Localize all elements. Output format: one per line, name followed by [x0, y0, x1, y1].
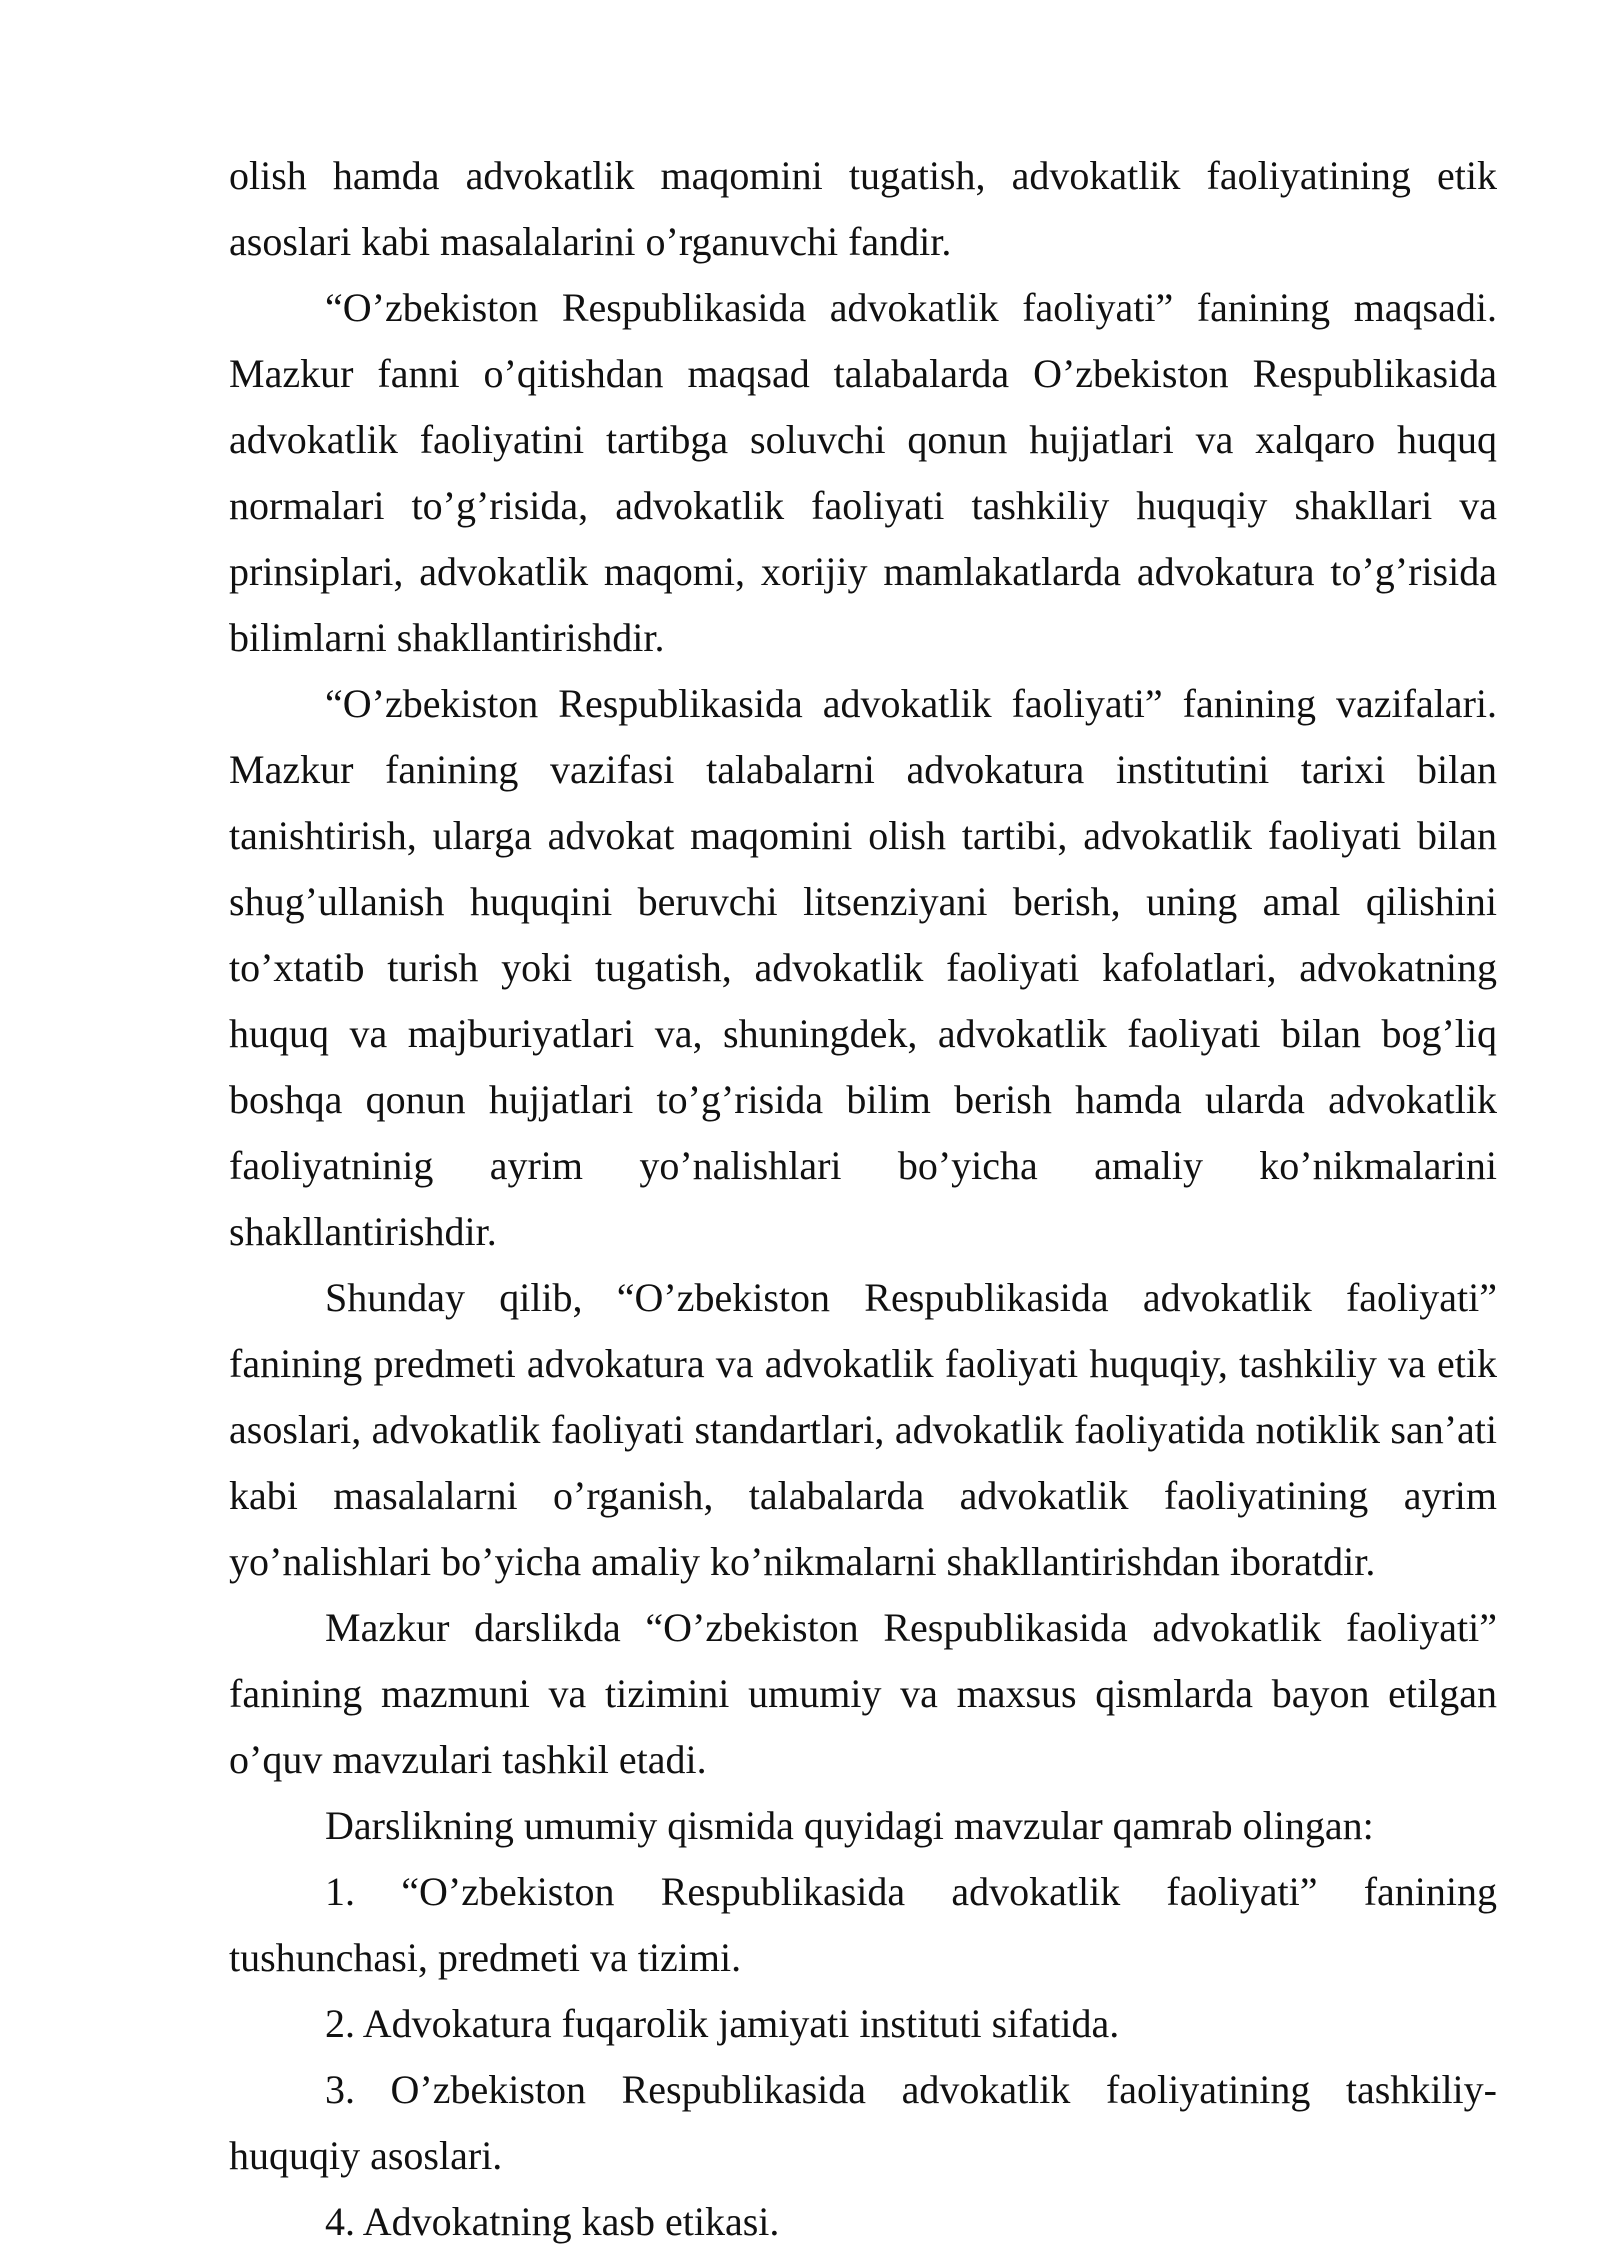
- paragraph-textbook-content: Mazkur darslikda “O’zbekiston Respublikasida advokatlik faoliyati” fanining mazmuni va tizimini umumiy va maxsus qismlarda bayon etilgan o’quv mavzulari tashkil etadi.: [229, 1605, 1497, 1782]
- paragraph-continuation: olish hamda advokatlik maqomini tugatish, advokatlik faoliyatining etik asoslari kabi masalalarini o’rganuvchi fandir.: [229, 153, 1497, 264]
- paragraph-subject-summary: Shunday qilib, “O’zbekiston Respublikasida advokatlik faoliyati” fanining predmeti advokatura va advokatlik faoliyati huquqiy, tashkiliy va etik asoslari, advokatlik faoliyati standartlari, advokatlik faoliyatida notiklik san’ati kabi masalalarni o’rganish, talabalarda advokatlik faoliyatining ayrim yo’nalishlari bo’yicha amaliy ko’nikmalarni shakllantirishdan iboratdir.: [229, 1275, 1497, 1584]
- list-item-topic-3: 3. O’zbekiston Respublikasida advokatlik faoliyatining tashkiliy-huquqiy asoslari.: [229, 2067, 1497, 2178]
- list-item-topic-1: 1. “O’zbekiston Respublikasida advokatlik faoliyati” fanining tushunchasi, predmeti va tizimi.: [229, 1869, 1497, 1980]
- paragraph-subject-purpose: “O’zbekiston Respublikasida advokatlik faoliyati” fanining maqsadi. Mazkur fanni o’qitishdan maqsad talabalarda O’zbekiston Respublikasida advokatlik faoliyatini tartibga soluvchi qonun hujjatlari va xalqaro huquq normalari to’g’risida, advokatlik faoliyati tashkiliy huquqiy shakllari va prinsiplari, advokatlik maqomi, xorijiy mamlakatlarda advokatura to’g’risida bilimlarni shakllantirishdir.: [229, 285, 1497, 660]
- document-page: [229, 143, 1497, 2255]
- paragraph-subject-tasks: “O’zbekiston Respublikasida advokatlik faoliyati” fanining vazifalari. Mazkur fanining vazifasi talabalarni advokatura institutini tarixi bilan tanishtirish, ularga advokat maqomini olish tartibi, advokatlik faoliyati bilan shug’ullanish huquqini beruvchi litsenziyani berish, uning amal qilishini to’xtatib turish yoki tugatish, advokatlik faoliyati kafolatlari, advokatning huquq va majburiyatlari va, shuningdek, advokatlik faoliyati bilan bog’liq boshqa qonun hujjatlari to’g’risida bilim berish hamda ularda advokatlik faoliyatninig ayrim yo’nalishlari bo’yicha amaliy ko’nikmalarini shakllantirishdir.: [229, 681, 1497, 1254]
- list-item-topic-4: 4. Advokatning kasb etikasi.: [325, 2199, 780, 2244]
- list-item-topic-2: 2. Advokatura fuqarolik jamiyati instituti sifatida.: [325, 2001, 1120, 2046]
- paragraph-general-part-intro: Darslikning umumiy qismida quyidagi mavzular qamrab olingan:: [325, 1803, 1374, 1848]
